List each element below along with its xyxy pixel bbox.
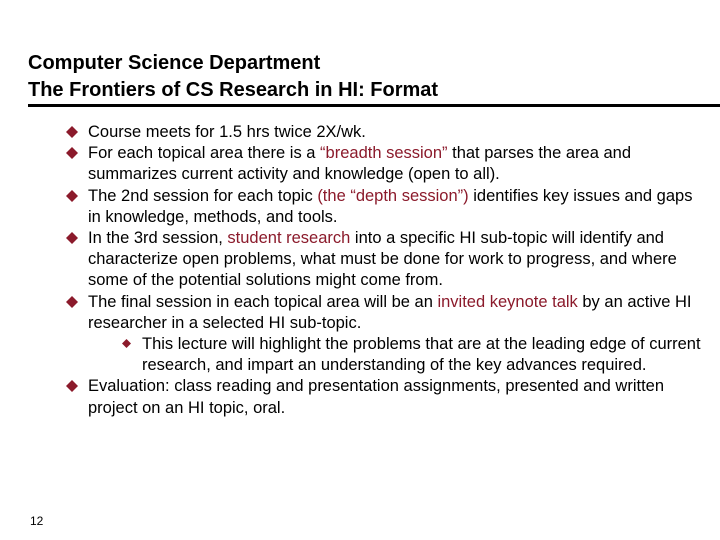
bullet-text-post: by an active HI researcher in a selected HI sub-topic.	[88, 292, 692, 332]
diamond-bullet-icon	[66, 126, 78, 138]
highlight-depth-session: (the “depth session”)	[317, 186, 469, 205]
highlight-student-research: student research	[227, 229, 351, 248]
bullet-text-post: that parses the area and summarizes current activity and knowledge (open to all).	[88, 144, 631, 184]
bullet-list	[66, 122, 706, 419]
bullet-item-evaluation	[66, 376, 706, 418]
diamond-bullet-icon	[66, 232, 78, 244]
diamond-bullet-icon	[66, 147, 78, 159]
diamond-bullet-icon	[66, 380, 78, 392]
sub-bullet-list	[88, 334, 706, 376]
slide-title	[28, 50, 438, 104]
bullet-item-keynote	[66, 292, 706, 377]
bullet-text-pre: For each topical area there is a	[88, 144, 321, 163]
diamond-bullet-icon	[122, 339, 131, 348]
bullet-item-schedule	[66, 122, 706, 143]
bullet-text-pre: The 2nd session for each topic	[88, 186, 318, 205]
highlight-breadth-session: “breadth session”	[320, 144, 448, 163]
sub-bullet-item-lecture	[122, 334, 706, 376]
title-underline	[28, 104, 720, 107]
bullet-text-post: into a specific HI sub-topic will identify and characterize open problems, what must be done for work to progress, and where some of the potential solutions might come from.	[88, 229, 677, 290]
bullet-item-breadth-session	[66, 143, 706, 185]
diamond-bullet-icon	[66, 190, 78, 202]
bullet-item-depth-session	[66, 186, 706, 228]
diamond-bullet-icon	[66, 296, 78, 308]
title-line-topic: The Frontiers of CS Research in HI: Format	[28, 79, 439, 101]
bullet-text: Evaluation: class reading and presentation assignments, presented and written project on an HI topic, oral.	[88, 377, 665, 417]
page-number: 12	[30, 514, 44, 528]
bullet-text-pre: The final session in each topical area will be an	[88, 292, 438, 311]
bullet-text: Course meets for 1.5 hrs twice 2X/wk.	[88, 123, 366, 141]
bullet-item-student-research	[66, 228, 706, 292]
sub-bullet-text: This lecture will highlight the problems that are at the leading edge of current research, and impart an understanding of the key advances required.	[142, 335, 701, 375]
bullet-text-pre: In the 3rd session,	[88, 229, 228, 248]
highlight-keynote-talk: invited keynote talk	[437, 292, 578, 311]
title-line-department: Computer Science Department	[28, 52, 321, 74]
bullet-text-post: identifies key issues and gaps in knowledge, methods, and tools.	[88, 186, 693, 226]
